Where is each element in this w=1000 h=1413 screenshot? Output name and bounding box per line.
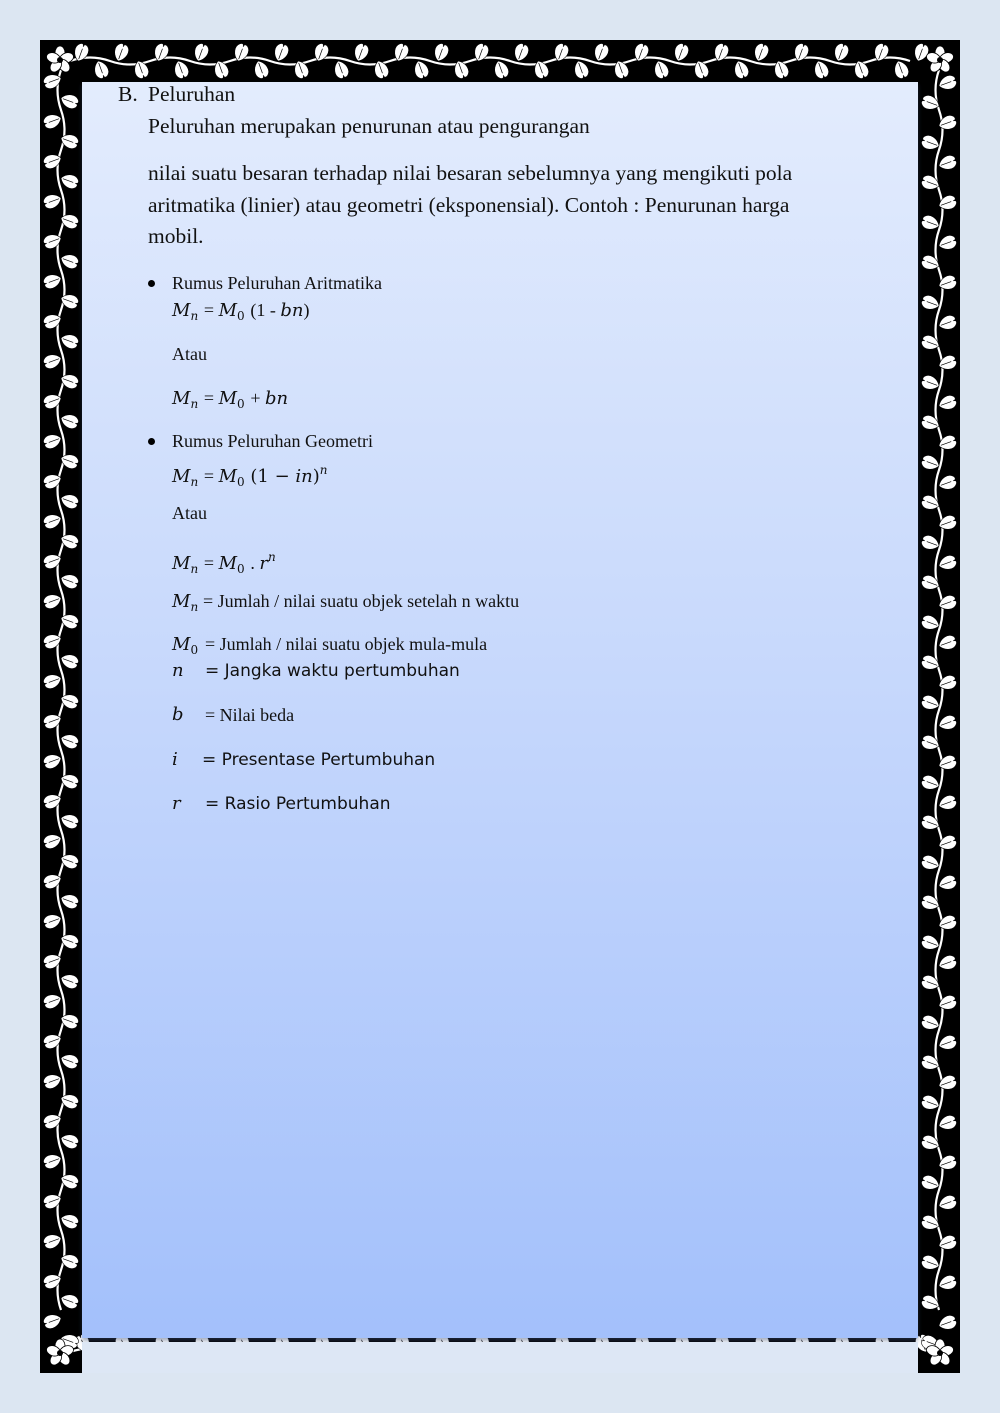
section-label: B. xyxy=(118,82,138,106)
section-title: Peluruhan xyxy=(148,82,236,106)
or-label-geometri: Atau xyxy=(172,503,207,523)
definition-symbol-n: n xyxy=(172,660,184,681)
bullet-dot xyxy=(148,438,155,445)
intro-line-4: mobil. xyxy=(148,224,204,248)
definition-text-i: = Presentase Pertumbuhan xyxy=(202,750,436,770)
formula-aritmatika-1: $M_n = M_0$ (1 - bn) xyxy=(172,300,310,323)
definition-symbol-mn: $M_n$ xyxy=(172,591,199,614)
definition-text-r: = Rasio Pertumbuhan xyxy=(205,794,391,814)
definition-text-b: = Nilai beda xyxy=(205,705,295,725)
formula-aritmatika-2: $M_n = M_0$ + bn xyxy=(172,388,289,411)
definition-text-n: = Jangka waktu pertumbuhan xyxy=(205,661,460,681)
definition-text-m0: = Jumlah / nilai suatu objek mula-mula xyxy=(205,634,488,654)
definition-symbol-b: b xyxy=(172,704,184,725)
formula-geometri-1: $M_n = M_0$ (1 − in)$^n$ xyxy=(172,463,328,489)
or-label-aritmatika: Atau xyxy=(172,344,207,364)
formula-geometri-2: $M_n = M_0$ . $r^n$ xyxy=(172,550,276,576)
definition-text-mn: = Jumlah / nilai suatu objek setelah n waktu xyxy=(203,591,520,611)
footer-strip xyxy=(82,1342,918,1373)
bullet-title-aritmatika: Rumus Peluruhan Aritmatika xyxy=(172,273,382,293)
bullet-dot xyxy=(148,280,155,287)
intro-line-3: aritmatika (linier) atau geometri (eksponensial). Contoh : Penurunan harga xyxy=(148,193,790,217)
intro-line-1: Peluruhan merupakan penurunan atau pengurangan xyxy=(148,114,590,138)
definition-symbol-m0: $M_0$ xyxy=(172,634,199,657)
definition-symbol-i: i xyxy=(172,749,178,770)
intro-line-2: nilai suatu besaran terhadap nilai besaran sebelumnya yang mengikuti pola xyxy=(148,161,793,185)
bullet-title-geometri: Rumus Peluruhan Geometri xyxy=(172,431,373,451)
definition-symbol-r: r xyxy=(172,793,181,814)
